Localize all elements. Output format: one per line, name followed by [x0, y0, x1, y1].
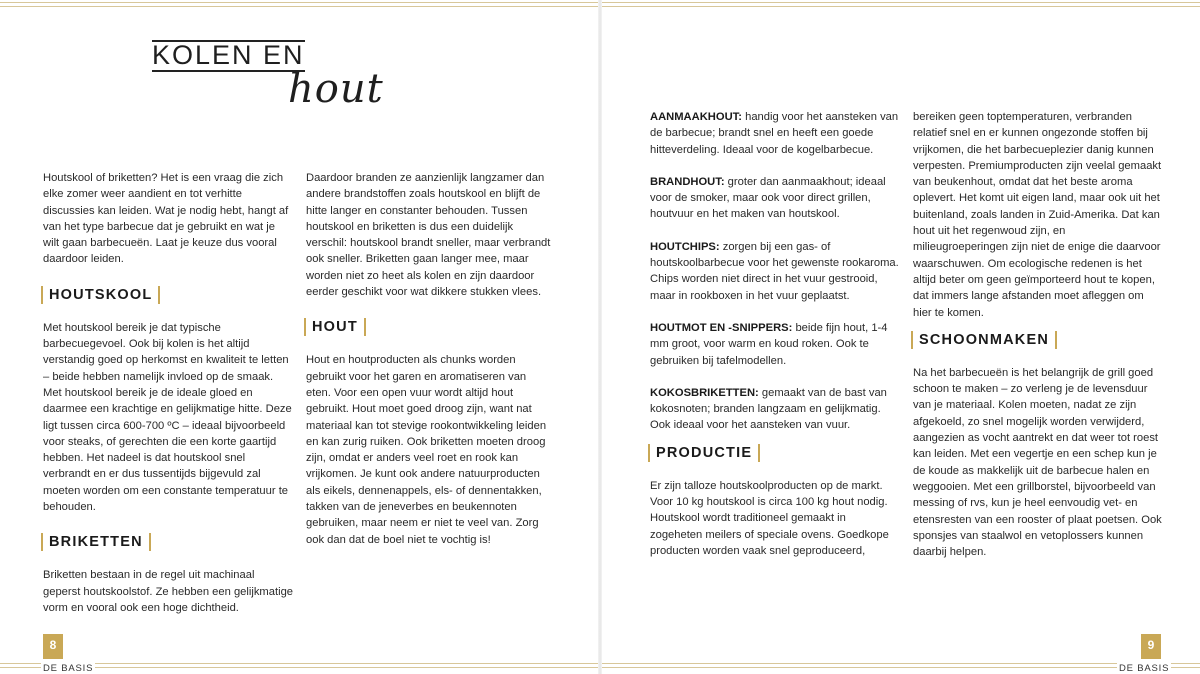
schoonmaken-paragraph: Na het barbecueën is het belangrijk de grill goed schoon te maken – zo verleng je de levensduur van je materiaal. Kolen moeten, nadat ze zijn afgekoeld, zo snel mogelijk worden verwijderd, aangezien as vocht aantrekt en dat weer tot roest kan leiden. Met een vegertje en een schep kun je de koude as makkelijk uit de barbecue halen en weggooien. Met een grillborstel, bijvoorbeeld van messing of rvs, kun je heel eenvoudig vet- en etensresten van een rooster of plaat poetsen. Ook sponsjes van staalwol en vetoplossers kunnen daarbij helpen. — [913, 366, 1162, 559]
title-script: hout — [288, 66, 384, 112]
text-column-4 — [913, 109, 1163, 560]
page-number-left: 8 — [43, 634, 63, 659]
briketten-paragraph: Briketten bestaan in de regel uit machinaal geperst houtskoolstof. Ze hebben een gelijkmatige vorm en vooral ook een hoge dichtheid. — [43, 569, 294, 614]
heading-schoonmaken: SCHOONMAKEN — [911, 331, 1057, 349]
definition-term: BRANDHOUT: — [650, 175, 725, 188]
houtskool-paragraph: Met houtskool bereik je dat typische barbecuegevoel. Ook bij kolen is het altijd verstandig goed op herkomst en kwaliteit te letten – beide hebben namelijk invloed op de smaak. Met houtskool bereik je de ideale gloed en daarmee een krachtige en gelijkmatige hitte. Deze ligt tussen circa 600-700 ºC – ideaal bijvoorbeeld voor steaks, of gerechten die een korte gaartijd hebben. Het nadeel is dat houtskool snel verbrandt en er dus tussentijds bijgevuld zal moeten worden om een constante temperatuur te behouden. — [43, 321, 292, 514]
hout-paragraph: Hout en houtproducten als chunks worden gebruikt voor het garen en aromatiseren van eten. Voor een open vuur wordt altijd hout gebruikt. Hout moet goed droog zijn, want nat materiaal kan tot stevige rookontwikkeling leiden en kan zurig ruiken. Ook briketten moeten droog zijn, omdat er anders veel roet en rook kan vrijkomen. Je kunt ook andere natuurproducten als eikels, dennenappels, els- of dennentakken, takken van de jeneverbes en beukennoten gebruiken, maar neem er niet te veel van. Zorg ook dan dat de boel niet te vochtig is! — [306, 354, 547, 546]
definition-term: HOUTMOT EN -SNIPPERS: — [650, 321, 793, 334]
title-main: KOLEN EN — [152, 40, 305, 70]
definition-text: handig voor het aansteken van de barbecue; brandt snel en heeft een goede hitteverdeling. Ideaal voor de kogelbarbecue. — [650, 111, 899, 156]
definition-text: beide fijn hout, 1-4 mm groot, voor warm en koud roken. Ook te gebruiken bij tafelmodellen. — [650, 321, 888, 367]
heading-briketten: BRIKETTEN — [41, 533, 151, 551]
page-number-right: 9 — [1141, 634, 1161, 659]
briketten-continued-paragraph: Daardoor branden ze aanzienlijk langzamer dan andere brandstoffen zoals houtskool en blijft de hitte langer en constanter behouden. Tussen houtskool en briketten is dus een duidelijk verschil: houtskool brandt sneller, maar verbrandt ook sneller. Briketten gaan langer mee, maar worden niet zo heet als kolen en zijn daardoor eerder geschikt voor wat dikkere stukken vlees. — [306, 172, 551, 299]
definition-term: AANMAAKHOUT: — [650, 111, 742, 123]
text-column-2 — [306, 170, 554, 548]
text-column-3 — [650, 109, 900, 559]
definition-item — [650, 239, 900, 304]
productie-paragraph: Er zijn talloze houtskoolproducten op de markt. Voor 10 kg houtskool is circa 100 kg hout nodig. Houtskool wordt traditioneel gemaakt in zogeheten meilers of speciale ovens. Goedkope producten worden vaak snel geproduceerd, — [650, 479, 889, 557]
page-title — [152, 40, 432, 110]
definition-text: zorgen bij een gas- of houtskoolbarbecue voor het gewenste rookaroma. Chips worden niet direct in het vuur gestrooid, maar in rookboxen in het vuur geplaatst. — [650, 240, 899, 302]
intro-paragraph: Houtskool of briketten? Het is een vraag die zich elke zomer weer aandient en tot verhitte discussies kan leiden. Wat je nodig hebt, hangt af van het type barbecue dat je gebruikt en wat je wilt gaan barbecueën. Laat je keuze dus vooral daardoor leiden. — [43, 172, 289, 266]
heading-hout: HOUT — [304, 318, 366, 336]
definition-item — [650, 320, 900, 369]
heading-houtskool: HOUTSKOOL — [41, 286, 160, 304]
productie-continued-paragraph: bereiken geen toptemperaturen, verbranden relatief snel en er kunnen ongezonde stoffen bij vrijkomen, die het barbecueplezier danig kunnen verpesten. Premiumproducten zijn veelal gemaakt van beukenhout, omdat dat het beste aroma oplevert. Het komt uit eigen land, maar ook uit het buitenland, zoals landen in Zuid-Amerika. Dat kan hout uit het regenwoud zijn, en milieugroeperingen zijn niet de enige die daarvoor waarschuwen. Om ecologische redenen is het altijd beter om geen geïmporteerd hout te kopen, dat immers lange afstanden moet afleggen om hier te komen. — [913, 111, 1162, 319]
section-label-right: DE BASIS — [1119, 663, 1170, 674]
definition-item — [650, 385, 900, 434]
text-column-1 — [43, 170, 293, 616]
definition-item — [650, 174, 900, 223]
definition-term: KOKOSBRIKETTEN: — [650, 386, 759, 399]
definition-text: gemaakt van de bast van kokosnoten; branden langzaam en gelijkmatig. Ook ideaal voor het aansteken van vuur. — [650, 386, 887, 432]
definition-term: HOUTCHIPS: — [650, 240, 720, 253]
heading-productie: PRODUCTIE — [648, 444, 760, 462]
definition-item — [650, 109, 900, 158]
definition-text: groter dan aanmaakhout; ideaal voor de smoker, maar ook voor direct grillen, houtvuur en het maken van houtskool. — [650, 175, 886, 221]
section-label-left: DE BASIS — [43, 663, 94, 674]
page-gutter — [598, 0, 602, 674]
